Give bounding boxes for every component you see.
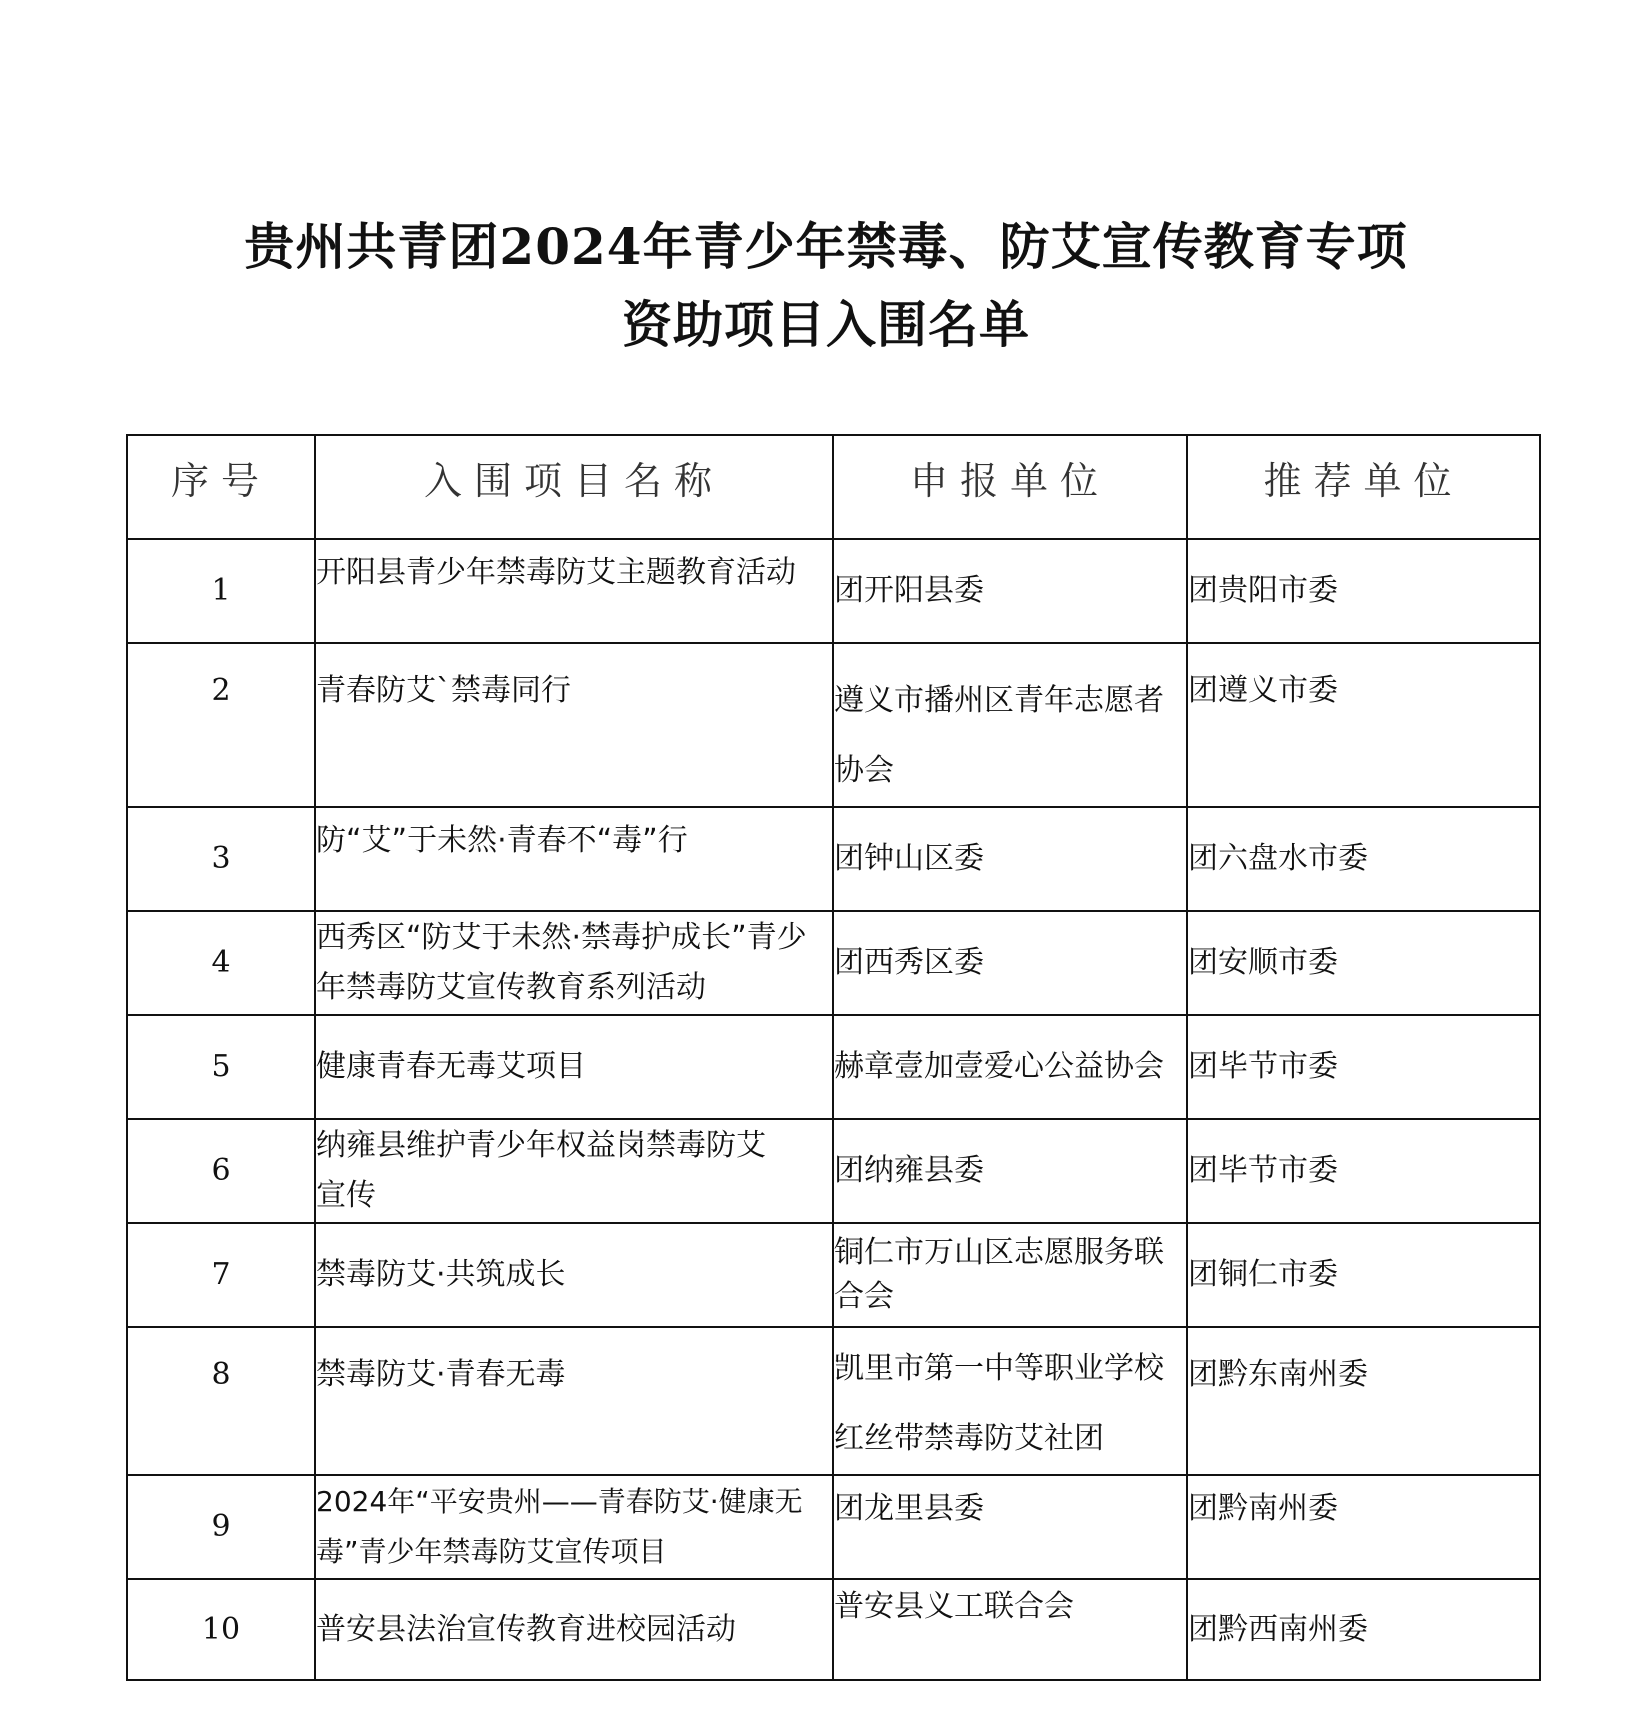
project-name: 青春防艾`禁毒同行 [315,643,833,807]
document-title-line-1: 贵州共青团2024年青少年禁毒、防艾宣传教育专项 [244,217,1408,276]
applicant-unit: 团龙里县委 [833,1475,1187,1579]
recommender-unit: 团黔西南州委 [1187,1579,1540,1680]
row-number: 10 [127,1579,315,1680]
applicant-unit: 团钟山区委 [833,807,1187,911]
table-row [127,1579,1540,1680]
document-title-line-2: 资助项目入围名单 [622,295,1030,354]
recommender-unit: 团遵义市委 [1187,643,1540,807]
row-number: 8 [127,1327,315,1475]
project-name: 纳雍县维护青少年权益岗禁毒防艾宣传 [315,1119,833,1223]
project-name: 西秀区“防艾于未然·禁毒护成长”青少年禁毒防艾宣传教育系列活动 [315,911,833,1015]
table-row [127,1327,1540,1475]
project-name: 2024年“平安贵州——青春防艾·健康无毒”青少年禁毒防艾宣传项目 [315,1475,833,1579]
applicant-unit: 凯里市第一中等职业学校红丝带禁毒防艾社团 [833,1327,1187,1475]
project-name: 禁毒防艾·青春无毒 [315,1327,833,1475]
row-number: 6 [127,1119,315,1223]
project-name: 防“艾”于未然·青春不“毒”行 [315,807,833,911]
shortlist-table [126,434,1541,1681]
row-number: 7 [127,1223,315,1327]
project-name: 开阳县青少年禁毒防艾主题教育活动 [315,539,833,643]
row-number: 5 [127,1015,315,1119]
recommender-unit: 团铜仁市委 [1187,1223,1540,1327]
recommender-unit: 团贵阳市委 [1187,539,1540,643]
row-number: 3 [127,807,315,911]
recommender-unit: 团毕节市委 [1187,1119,1540,1223]
applicant-unit: 赫章壹加壹爱心公益协会 [833,1015,1187,1119]
applicant-unit: 遵义市播州区青年志愿者协会 [833,643,1187,807]
table-row [127,1015,1540,1119]
table-row [127,539,1540,643]
applicant-unit: 铜仁市万山区志愿服务联合会 [833,1223,1187,1327]
header-applicant: 申报单位 [833,435,1187,539]
table-row [127,643,1540,807]
header-project: 入围项目名称 [315,435,833,539]
header-recommender: 推荐单位 [1187,435,1540,539]
applicant-unit: 普安县义工联合会 [833,1579,1187,1680]
header-no: 序号 [127,435,315,539]
row-number: 2 [127,643,315,807]
row-number: 4 [127,911,315,1015]
table-row [127,911,1540,1015]
project-name: 禁毒防艾·共筑成长 [315,1223,833,1327]
table-row [127,1119,1540,1223]
table-row [127,1223,1540,1327]
recommender-unit: 团六盘水市委 [1187,807,1540,911]
table-row [127,807,1540,911]
recommender-unit: 团毕节市委 [1187,1015,1540,1119]
recommender-unit: 团黔南州委 [1187,1475,1540,1579]
table-row [127,1475,1540,1579]
project-name: 健康青春无毒艾项目 [315,1015,833,1119]
project-name: 普安县法治宣传教育进校园活动 [315,1579,833,1680]
recommender-unit: 团安顺市委 [1187,911,1540,1015]
row-number: 1 [127,539,315,643]
recommender-unit: 团黔东南州委 [1187,1327,1540,1475]
table-header-row [127,435,1540,539]
applicant-unit: 团西秀区委 [833,911,1187,1015]
row-number: 9 [127,1475,315,1579]
applicant-unit: 团纳雍县委 [833,1119,1187,1223]
applicant-unit: 团开阳县委 [833,539,1187,643]
